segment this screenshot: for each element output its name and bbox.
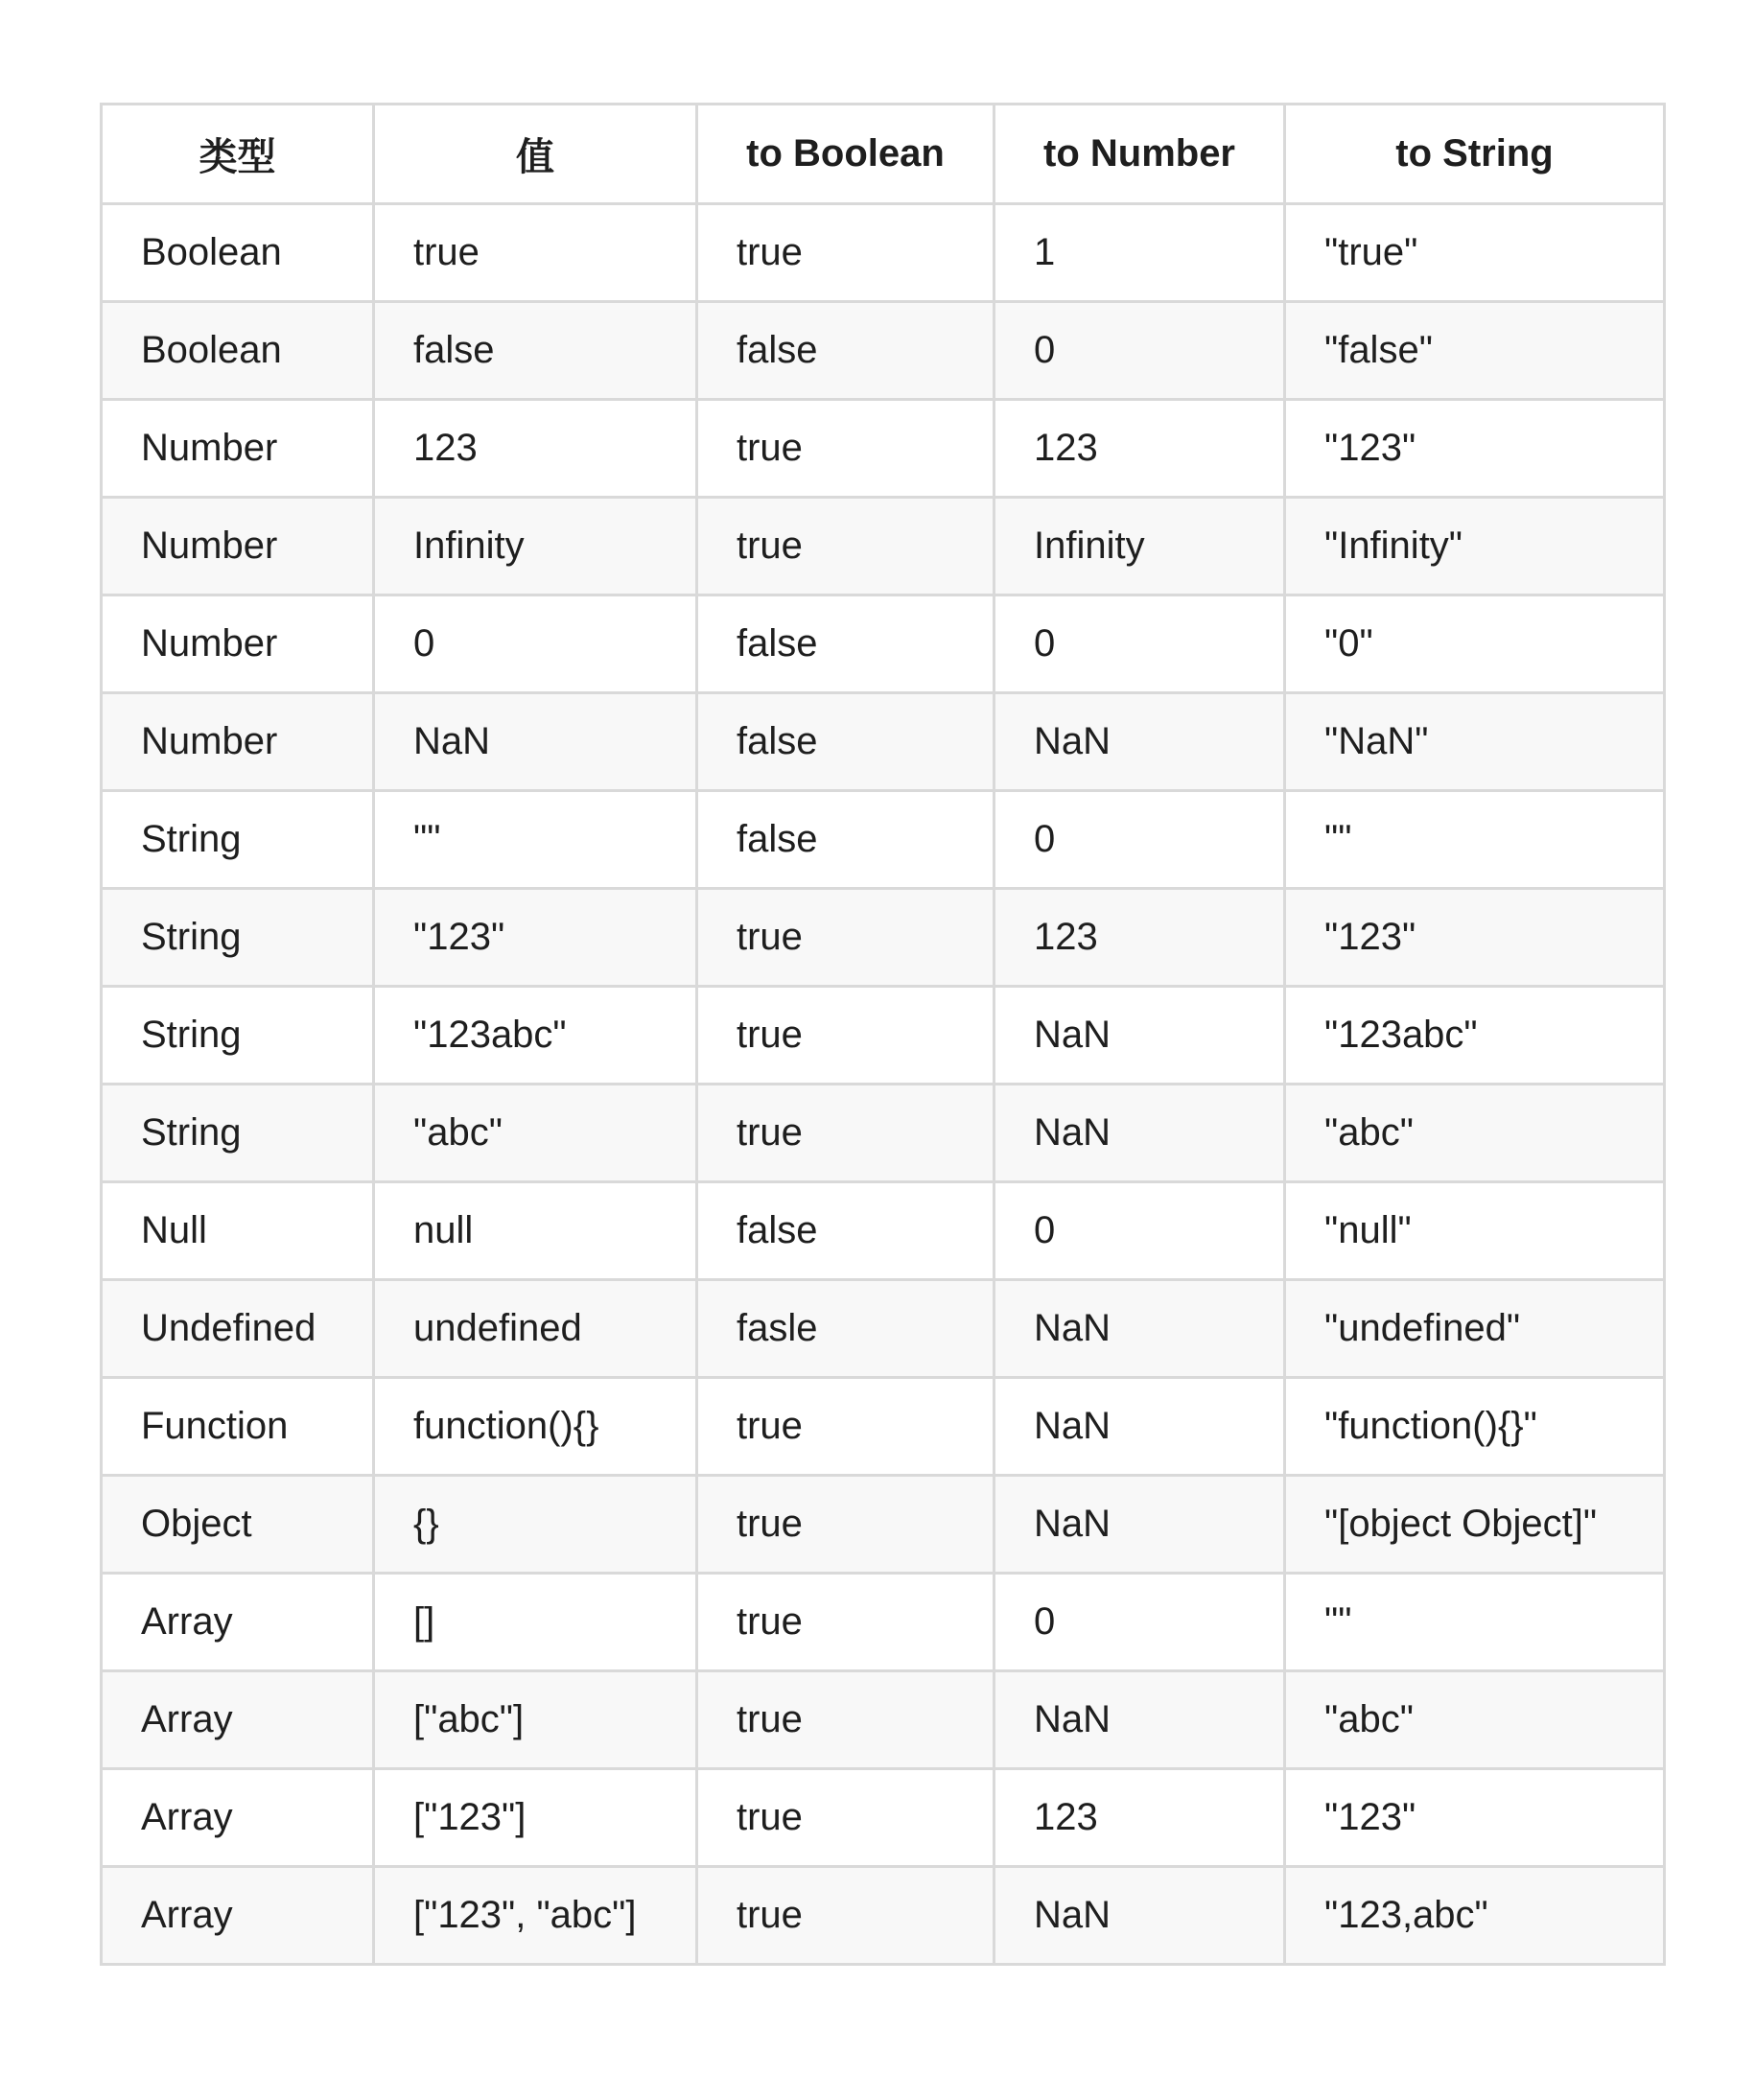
type-conversion-table [100,103,1666,1966]
cell-type: String [102,1085,374,1182]
cell-to-boolean: true [697,400,994,498]
cell-type: String [102,889,374,987]
cell-type: Null [102,1182,374,1280]
cell-to-number: 0 [994,302,1285,400]
cell-to-string: "" [1285,791,1665,889]
cell-to-boolean: true [697,204,994,302]
table-row [102,1182,1665,1280]
table-row [102,889,1665,987]
cell-to-string: "123" [1285,400,1665,498]
cell-value: ["abc"] [374,1671,697,1769]
cell-value: Infinity [374,498,697,595]
cell-to-boolean: true [697,1378,994,1476]
table-row [102,498,1665,595]
cell-value: "abc" [374,1085,697,1182]
cell-to-number: NaN [994,1280,1285,1378]
cell-value: null [374,1182,697,1280]
cell-to-number: NaN [994,987,1285,1085]
header-type: 类型 [102,105,374,204]
cell-value: false [374,302,697,400]
cell-to-number: 0 [994,595,1285,693]
header-value: 值 [374,105,697,204]
cell-to-string: "123abc" [1285,987,1665,1085]
cell-value: "123abc" [374,987,697,1085]
cell-type: Array [102,1867,374,1965]
table-row [102,1671,1665,1769]
cell-to-boolean: false [697,1182,994,1280]
cell-type: Number [102,595,374,693]
cell-value: 0 [374,595,697,693]
table-row [102,1574,1665,1671]
table-row [102,1867,1665,1965]
cell-type: Function [102,1378,374,1476]
cell-to-number: NaN [994,1867,1285,1965]
cell-to-boolean: false [697,302,994,400]
cell-type: Object [102,1476,374,1574]
cell-to-boolean: true [697,498,994,595]
cell-to-number: 123 [994,1769,1285,1867]
cell-to-number: 0 [994,791,1285,889]
cell-value: function(){} [374,1378,697,1476]
cell-value: "123" [374,889,697,987]
cell-to-string: "true" [1285,204,1665,302]
table-body [102,204,1665,1965]
table-row [102,1476,1665,1574]
table-row [102,204,1665,302]
table-row [102,302,1665,400]
cell-type: Boolean [102,204,374,302]
cell-to-number: NaN [994,693,1285,791]
header-to-boolean: to Boolean [697,105,994,204]
conversion-table-container [100,103,1663,1966]
cell-to-string: "false" [1285,302,1665,400]
cell-to-boolean: true [697,1085,994,1182]
cell-to-number: NaN [994,1671,1285,1769]
cell-to-number: NaN [994,1476,1285,1574]
cell-value: {} [374,1476,697,1574]
cell-to-string: "0" [1285,595,1665,693]
header-to-number: to Number [994,105,1285,204]
cell-to-string: "function(){}" [1285,1378,1665,1476]
cell-to-number: NaN [994,1085,1285,1182]
cell-to-string: "undefined" [1285,1280,1665,1378]
cell-to-boolean: false [697,791,994,889]
cell-to-number: 0 [994,1574,1285,1671]
cell-type: Array [102,1574,374,1671]
cell-value: ["123", "abc"] [374,1867,697,1965]
table-row [102,1378,1665,1476]
cell-to-number: Infinity [994,498,1285,595]
cell-value: true [374,204,697,302]
cell-to-number: NaN [994,1378,1285,1476]
cell-value: NaN [374,693,697,791]
cell-to-number: 0 [994,1182,1285,1280]
cell-to-string: "NaN" [1285,693,1665,791]
cell-to-boolean: false [697,595,994,693]
cell-to-boolean: true [697,889,994,987]
cell-to-string: "null" [1285,1182,1665,1280]
cell-to-boolean: true [697,1769,994,1867]
table-row [102,1280,1665,1378]
cell-to-number: 123 [994,400,1285,498]
cell-value: [] [374,1574,697,1671]
cell-to-string: "abc" [1285,1671,1665,1769]
cell-type: String [102,987,374,1085]
cell-to-boolean: true [697,1671,994,1769]
cell-type: Number [102,498,374,595]
table-row [102,1769,1665,1867]
table-header-row [102,105,1665,204]
cell-value: "" [374,791,697,889]
cell-to-string: "Infinity" [1285,498,1665,595]
cell-to-boolean: true [697,1574,994,1671]
cell-to-string: "[object Object]" [1285,1476,1665,1574]
cell-to-number: 123 [994,889,1285,987]
table-row [102,595,1665,693]
table-row [102,693,1665,791]
cell-type: Array [102,1671,374,1769]
cell-type: Array [102,1769,374,1867]
cell-to-boolean: false [697,693,994,791]
cell-type: Undefined [102,1280,374,1378]
cell-to-boolean: true [697,1867,994,1965]
cell-to-string: "123" [1285,1769,1665,1867]
cell-to-number: 1 [994,204,1285,302]
table-row [102,987,1665,1085]
cell-type: String [102,791,374,889]
cell-type: Number [102,693,374,791]
header-to-string: to String [1285,105,1665,204]
cell-type: Boolean [102,302,374,400]
cell-to-string: "123" [1285,889,1665,987]
cell-value: undefined [374,1280,697,1378]
cell-to-string: "abc" [1285,1085,1665,1182]
table-row [102,791,1665,889]
cell-type: Number [102,400,374,498]
table-row [102,1085,1665,1182]
cell-to-boolean: true [697,987,994,1085]
cell-to-string: "123,abc" [1285,1867,1665,1965]
cell-value: 123 [374,400,697,498]
cell-to-boolean: fasle [697,1280,994,1378]
cell-to-boolean: true [697,1476,994,1574]
table-row [102,400,1665,498]
cell-to-string: "" [1285,1574,1665,1671]
cell-value: ["123"] [374,1769,697,1867]
